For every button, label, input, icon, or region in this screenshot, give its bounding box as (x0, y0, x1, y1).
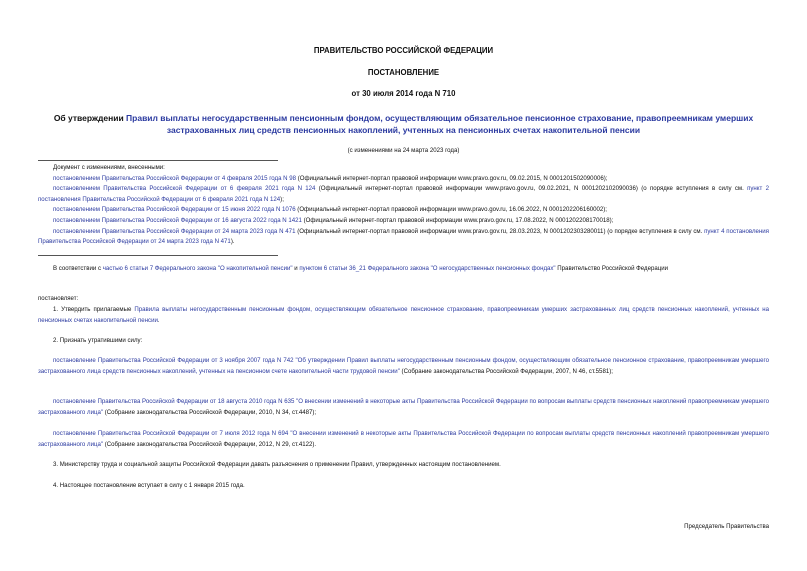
amendment-link[interactable]: постановлением Правительства Российской Федерации от 15 июня 2022 года N 1076 (53, 206, 296, 214)
preamble (38, 264, 769, 275)
repealed-act-source: (Собрание законодательства Российской Федерации, 2012, N 29, ст.4122). (103, 440, 317, 448)
item-1 (38, 305, 769, 326)
repealed-act (38, 397, 769, 418)
item-1-prefix: 1. Утвердить прилагаемые (53, 306, 135, 313)
preamble-text: Правительство Российской Федерации (555, 265, 669, 272)
amendment-item (38, 216, 769, 227)
amendment-tail: ); (280, 195, 284, 203)
amendment-source: (Официальный интернет-портал правовой информации www.pravo.gov.ru, 09.02.2015, N 0001201502090006); (296, 174, 608, 182)
amendment-source: (Официальный интернет-портал правовой информации www.pravo.gov.ru, 09.02.2021, N 0001202102090036) (о порядке вступления в силу см. (315, 185, 748, 193)
repealed-act-link[interactable]: постановление Правительства Российской Федерации от 3 ноября 2007 года N 742 "Об утверждении Правил выплаты негосударственным пенсионным фондом, осуществляющим обязательное пенсионное страхование, правопреемникам умершего застрахованного лица средств пенсионных накоплений, учтенных на пенсионном счете накопительной части трудовой пенсии" (38, 357, 769, 375)
repealed-act-link[interactable]: постановление Правительства Российской Федерации от 18 августа 2010 года N 635 "О внесении изменений в некоторые акты Правительства Российской Федерации по вопросам выплаты средств пенсионных накоплений правопреемникам умершего застрахованного лица" (38, 398, 769, 416)
amendment-source: (Официальный интернет-портал правовой информации www.pravo.gov.ru, 28.03.2023, N 0001202303280011) (о порядке вступления в силу см. (295, 227, 705, 235)
repealed-act-source: (Собрание законодательства Российской Федерации, 2007, N 46, ст.5581); (399, 367, 613, 375)
signature: Председатель Правительства (684, 523, 769, 530)
amendment-effect-link[interactable]: пункт 4 постановления Правительства Российской Федерации от 24 марта 2023 года N 471 (38, 227, 769, 246)
amendment-item (38, 227, 769, 248)
law-pension-link[interactable]: частью 6 статьи 7 Федерального закона "О накопительной пенсии" (102, 265, 293, 272)
amendment-source: (Официальный интернет-портал правовой информации www.pravo.gov.ru, 17.08.2022, N 0001202208170018); (301, 216, 614, 224)
resolves-text: постановляет: (38, 295, 79, 302)
title-prefix: Об утверждении (53, 113, 127, 123)
amendments-block (38, 163, 769, 248)
repealed-act (38, 356, 769, 377)
amendment-link[interactable]: постановлением Правительства Российской Федерации от 4 февраля 2015 года N 98 (53, 174, 297, 182)
amendment-tail: ). (230, 238, 235, 246)
law-npf-link[interactable]: пунктом 6 статьи 36_21 Федерального закона "О негосударственных пенсионных фондах" (299, 265, 556, 272)
amendment-item (38, 174, 769, 185)
item-1-suffix: . (157, 316, 160, 324)
government-heading: ПРАВИТЕЛЬСТВО РОССИЙСКОЙ ФЕДЕРАЦИИ (313, 46, 494, 55)
approved-rules-link[interactable]: Правила выплаты негосударственным пенсионным фондом, осуществляющим обязательное пенсионное страхование, правопреемникам умерших застрахованных лиц средств пенсионных накоплений, учтенных на пенсионных счетах накопительной пенсии (38, 306, 769, 324)
title-rules-link[interactable]: Правил выплаты негосударственным пенсионным фондом, осуществляющим обязательное пенсионное страхование, правопреемникам умерших застрахованных лиц средств пенсионных накоплений, учтенных на пенсионных счетах накопительной пенсии (126, 113, 754, 135)
document-date-number: от 30 июля 2014 года N 710 (351, 89, 456, 98)
amendment-item (38, 205, 769, 216)
document-type: ПОСТАНОВЛЕНИЕ (367, 68, 440, 77)
repealed-act-source: (Собрание законодательства Российской Федерации, 2010, N 34, ст.4487); (103, 408, 317, 416)
amendment-link[interactable]: постановлением Правительства Российской Федерации от 24 марта 2023 года N 471 (53, 227, 296, 235)
amendments-intro: Документ с изменениями, внесенными: (53, 164, 165, 171)
revision-note: (с изменениями на 24 марта 2023 года) (347, 147, 460, 154)
divider (38, 160, 278, 161)
item-3: 3. Министерству труда и социальной защиты Российской Федерации давать разъяснения о применении Правил, утвержденных настоящим постановлением. (53, 461, 501, 468)
repealed-act (38, 429, 769, 450)
amendment-link[interactable]: постановлением Правительства Российской Федерации от 16 августа 2022 года N 1421 (53, 216, 302, 224)
amendment-link[interactable]: постановлением Правительства Российской Федерации от 6 февраля 2021 года N 124 (53, 185, 316, 193)
amendment-source: (Официальный интернет-портал правовой информации www.pravo.gov.ru, 16.06.2022, N 0001202206160002); (295, 206, 607, 214)
amendment-item (38, 184, 769, 205)
preamble-text: и (292, 265, 300, 272)
item-4: 4. Настоящее постановление вступает в силу с 1 января 2015 года. (53, 482, 245, 489)
repealed-act-link[interactable]: постановление Правительства Российской Федерации от 7 июля 2012 года N 694 "О внесении изменений в некоторые акты Правительства Российской Федерации по вопросам выплаты средств пенсионных накоплений правопреемникам умершего застрахованного лица" (38, 430, 769, 448)
divider (38, 255, 278, 256)
amendment-effect-link[interactable]: пункт 2 постановления Правительства Российской Федерации от 6 февраля 2021 года N 124 (38, 185, 769, 203)
preamble-text: В соответствии с (53, 265, 103, 272)
document-title (38, 112, 769, 136)
item-2-heading: 2. Признать утратившими силу: (53, 337, 143, 344)
